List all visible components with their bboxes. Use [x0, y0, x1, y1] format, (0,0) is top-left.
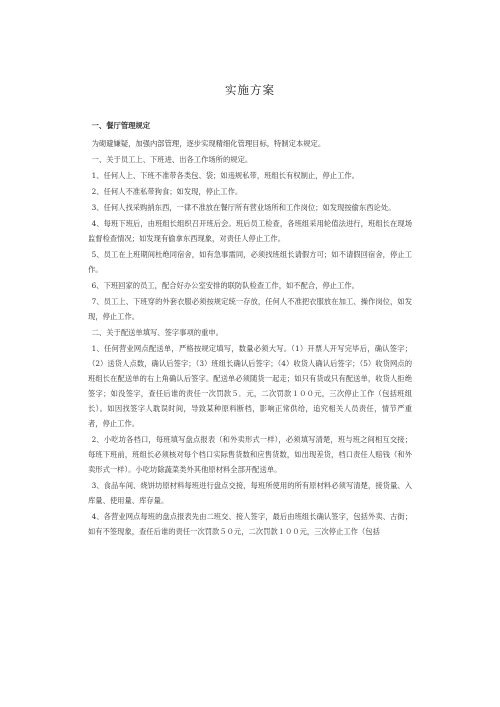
paragraph: 7、员工上、下班穿的外套衣服必须按规定统一存放，任何人不准把衣服放在加工、操作岗位，如发现，停止工作。 [88, 297, 412, 321]
paragraph: 3、任何人找采购捎东西，一律不准放在餐厅所有营业场所和工作岗位；如发现按偷东西论处。 [91, 203, 396, 212]
paragraph: 为砌避嫌疑，加强内部管理，逐步实现精细化管理目标，特制定本规定。 [91, 139, 326, 148]
paragraph: 6、下班回家的员工，配合好办公室安排的联防队检查工作，如不配合，停止工作。 [91, 281, 359, 290]
paragraph: 2、小吃坊各档口，每班填写盘点报表（和外卖形式一样），必须填写清楚，班与班之间相互交接；每班下班前，班组长必须核对每个档口实际售货数和应售货数，如出现差货，档口责任人赔钱（和外卖形式一样）。小吃坊除蔬菜类外其他原材料全部开配送单。 [88, 435, 412, 474]
paragraph: 2、任何人不准私带狗食；如发现，停止工作。 [91, 187, 243, 196]
paragraph: 4、每班下班后，由班组长组织召开班后会。班后员工检查，各班组采用轮值法进行，班组长在现场监督检查情况；如发现有偷拿东西现象，对责任人停止工作。 [88, 219, 412, 243]
paragraph: 1、任何营业网点配送单，严格按规定填写，数量必须大写。（1）开票人开写完毕后，确认签字；（2）送货人点数，确认后签字；（3）班组长确认后签字；（4）收货人确认后签字；（5）收货网点的班组长在配送单的右上角确认后签字。配送单必须随货一起走；如只有货或只有配送单，收货人拒绝签字；如没签字，查任后谁的责任一次罚款５．元，二次罚款１００元，三次停止工作（包括班组长）。如因找签字人耽误时间，导致某种原料断档，影响正常供给，追究相关人员责任，情节严重者，停止工作。 [88, 344, 412, 428]
paragraph: 二、关于配送单填写、签字事项的重申。 [91, 328, 223, 337]
section-heading: 一、餐厅管理规定 [91, 121, 151, 130]
paragraph: 一、关于员工上、下班进、出各工作场所的规定。 [91, 155, 253, 164]
document-body [88, 118, 412, 540]
paragraph: 5、员工在上班期间杜绝同宿舍，如有急事需同，必须找班组长请假方可；如不请假回宿舍，停止工作。 [88, 250, 412, 274]
paragraph: 4、各营业网点每班的盘点报表先由二班交、接人签字，最后由班组长确认签字，包括外卖、古街；如有不签现象，查任后谁的责任一次罚款５０元，二次罚款１００元，三次停止工作（包括 [88, 512, 412, 536]
paragraph: 3、食品车间、烧饼坊原材料每班进行盘点交接，每班所使用的所有原材料必须写清楚，接货量、入库量、使用量、库存量。 [88, 481, 412, 505]
paragraph: 1、任何人上、下班不准带各类包、袋；如违规私带，班组长有权制止，停止工作。 [91, 171, 359, 180]
page-title: 实施方案 [225, 83, 275, 97]
